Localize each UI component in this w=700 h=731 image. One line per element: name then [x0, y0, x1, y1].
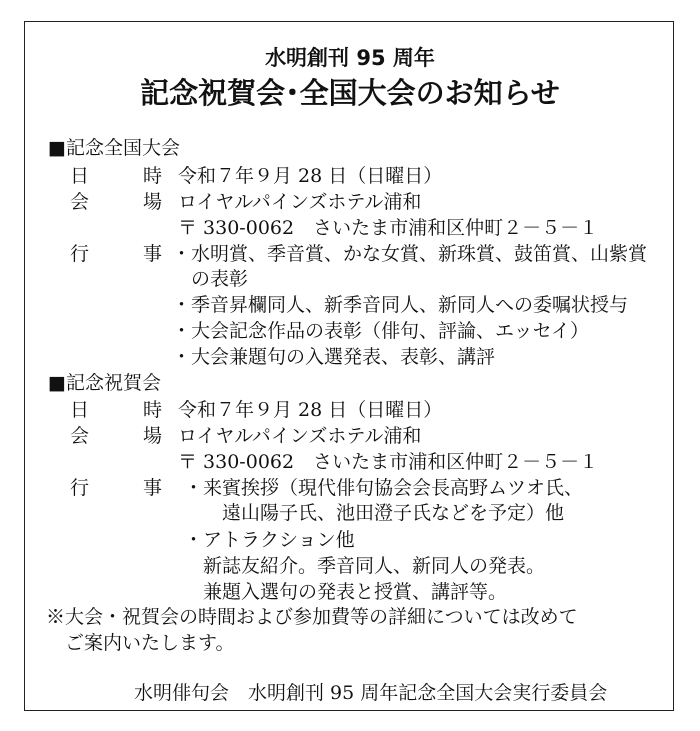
taikai-event-1-cont: の表彰 — [172, 268, 249, 290]
shukugakai-address: 〒 330-0062 さいたま市浦和区仲町２－５－１ — [178, 451, 599, 473]
organizer-footer: 水明俳句会 水明創刊 95 周年記念全国大会実行委員会 — [134, 682, 608, 704]
section-heading-shukugakai: ■記念祝賀会 — [48, 372, 161, 394]
taikai-event-1: ・水明賞、季音賞、かな女賞、新珠賞、鼓笛賞、山紫賞 — [172, 243, 648, 265]
taikai-event-3: ・大会記念作品の表彰（俳句、評論、エッセイ） — [172, 320, 590, 342]
shukugakai-date: 令和７年９月 28 日（日曜日） — [178, 399, 443, 421]
note-line-1: ※大会・祝賀会の時間および参加費等の詳細については改めて — [46, 606, 578, 628]
shukugakai-event-1-cont: 遠山陽子氏、池田澄子氏などを予定）他 — [184, 502, 565, 524]
shukugakai-event-2-detail-2: 兼題入選句の発表と授賞、講評等。 — [184, 581, 508, 603]
taikai-event-4: ・大会兼題句の入選発表、表彰、講評 — [172, 346, 496, 368]
taikai-event-2: ・季音昇欄同人、新季音同人、新同人への委嘱状授与 — [172, 294, 629, 316]
shukugakai-venue-label: 会 場 — [70, 425, 162, 447]
taikai-venue-label: 会 場 — [70, 191, 162, 213]
taikai-venue: ロイヤルパインズホテル浦和 — [178, 191, 422, 213]
taikai-date-label: 日 時 — [70, 165, 162, 187]
shukugakai-event-2: ・アトラクション他 — [184, 529, 355, 551]
shukugakai-venue: ロイヤルパインズホテル浦和 — [178, 425, 422, 447]
notice-subtitle: 水明創刊 95 周年 — [265, 46, 435, 70]
shukugakai-event-label: 行 事 — [70, 477, 162, 499]
shukugakai-event-2-detail-1: 新誌友紹介。季音同人、新同人の発表。 — [184, 555, 546, 577]
taikai-address: 〒 330-0062 さいたま市浦和区仲町２－５－１ — [178, 217, 599, 239]
taikai-event-label: 行 事 — [70, 243, 162, 265]
notice-title: 記念祝賀会･全国大会のお知らせ — [140, 76, 560, 110]
note-line-2: ご案内いたします。 — [46, 632, 235, 654]
shukugakai-event-1: ・来賓挨拶（現代俳句協会会長高野ムツオ氏、 — [184, 477, 584, 499]
section-heading-taikai: ■記念全国大会 — [48, 137, 180, 159]
shukugakai-date-label: 日 時 — [70, 399, 162, 421]
taikai-date: 令和７年９月 28 日（日曜日） — [178, 165, 443, 187]
